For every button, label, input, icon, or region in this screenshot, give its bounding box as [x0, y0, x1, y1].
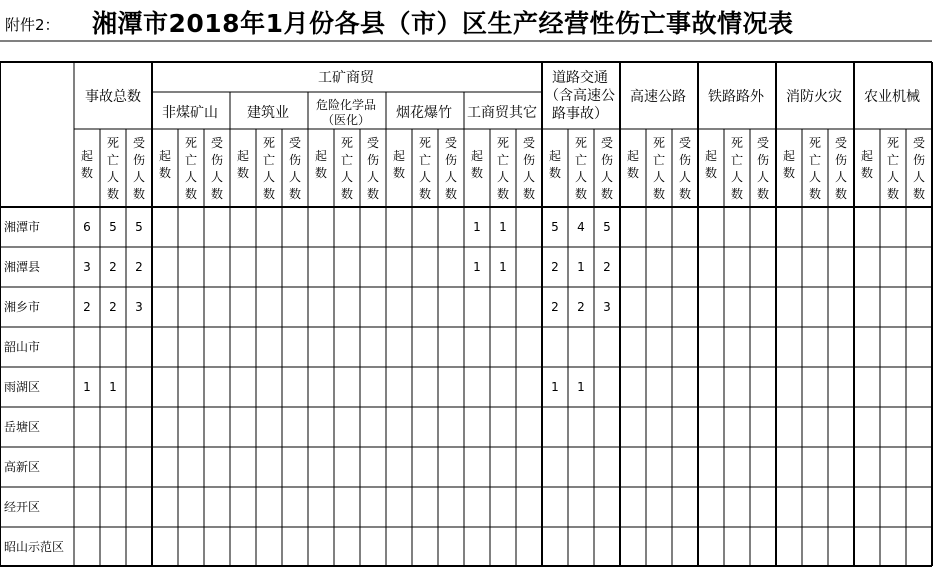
metric-label-char: 人 — [678, 170, 692, 184]
table-cell: 6 — [83, 220, 91, 234]
table-row — [4, 339, 40, 354]
metric-label-char: 亡 — [106, 153, 120, 167]
metric-label-char: 数 — [678, 187, 692, 201]
table-header — [85, 70, 920, 127]
metric-label-char: 数 — [444, 187, 458, 201]
table-cell: 1 — [109, 380, 117, 394]
table-cell: 1 — [473, 260, 481, 274]
table-cell: 3 — [135, 300, 143, 314]
table-row — [4, 540, 64, 554]
table-cell: 5 — [603, 220, 611, 234]
metric-label-char: 数 — [106, 187, 120, 201]
metric-label-char: 死 — [340, 136, 354, 150]
table-cell: 1 — [83, 380, 91, 394]
metric-label-char: 数 — [730, 187, 744, 201]
metric-label-char: 数 — [756, 187, 770, 201]
metric-label-char: 受 — [288, 136, 302, 150]
row-label: 湘潭市 — [4, 220, 41, 234]
metric-label-char: 亡 — [652, 153, 666, 167]
metric-label-char: 伤 — [678, 153, 692, 167]
table-row — [4, 419, 40, 434]
metric-label-char: 数 — [470, 166, 484, 180]
header-fire: 消防火灾 — [786, 89, 842, 105]
metric-label-char: 数 — [522, 187, 536, 201]
metric-label-char: 数 — [548, 166, 562, 180]
row-label: 高新区 — [4, 460, 41, 474]
metric-label-char: 数 — [808, 187, 822, 201]
metric-label-char: 亡 — [340, 153, 354, 167]
header-construction: 建筑业 — [247, 105, 289, 121]
metric-label-char: 伤 — [366, 153, 380, 167]
table-row — [4, 459, 40, 474]
header-non-coal: 非煤矿山 — [162, 105, 218, 121]
metric-label-char: 人 — [730, 170, 744, 184]
table-cell: 3 — [83, 260, 91, 274]
row-label: 昭山示范区 — [4, 540, 65, 554]
metric-label-char: 数 — [600, 187, 614, 201]
table-cell: 2 — [603, 260, 611, 274]
row-label: 岳塘区 — [4, 420, 41, 434]
table-cell: 1 — [473, 220, 481, 234]
metric-label-char: 受 — [132, 136, 146, 150]
table-cell: 1 — [499, 220, 507, 234]
attachment-caption: 附件2： — [5, 16, 60, 34]
table-cell: 4 — [577, 220, 585, 234]
metric-label-char: 人 — [912, 170, 926, 184]
metric-label-char: 起 — [704, 149, 718, 163]
row-label: 韶山市 — [4, 340, 41, 354]
metric-label-char: 人 — [340, 170, 354, 184]
table-cell: 5 — [109, 220, 117, 234]
metric-label-char: 亡 — [262, 153, 276, 167]
metric-label-char: 受 — [210, 136, 224, 150]
table-cell: 5 — [551, 220, 559, 234]
metric-label-char: 数 — [158, 166, 172, 180]
metric-label-char: 数 — [236, 166, 250, 180]
metric-label-char: 伤 — [756, 153, 770, 167]
header-fireworks: 烟花爆竹 — [396, 105, 452, 121]
table-cell: 2 — [551, 260, 559, 274]
metric-label-char: 数 — [834, 187, 848, 201]
metric-label-char: 人 — [288, 170, 302, 184]
table-body — [4, 219, 611, 554]
table-cell: 2 — [83, 300, 91, 314]
table-cell: 1 — [551, 380, 559, 394]
row-label: 湘潭县 — [4, 260, 41, 274]
metric-label-char: 死 — [652, 136, 666, 150]
metric-label-char: 受 — [678, 136, 692, 150]
table-row — [4, 379, 585, 394]
metric-label-char: 数 — [886, 187, 900, 201]
metric-label-char: 死 — [106, 136, 120, 150]
header-farm: 农业机械 — [864, 89, 920, 105]
metric-label-char: 死 — [262, 136, 276, 150]
metric-label-char: 起 — [548, 149, 562, 163]
metric-label-char: 亡 — [730, 153, 744, 167]
metric-label-char: 受 — [366, 136, 380, 150]
metric-label-char: 死 — [730, 136, 744, 150]
metric-headers — [81, 136, 925, 201]
metric-label-char: 数 — [704, 166, 718, 180]
table-cell: 2 — [135, 260, 143, 274]
metric-label-char: 人 — [106, 170, 120, 184]
metric-label-char: 伤 — [912, 153, 926, 167]
table-cell: 1 — [499, 260, 507, 274]
header-other-industry: 工商贸其它 — [467, 105, 537, 121]
metric-label-char: 人 — [132, 170, 146, 184]
metric-label-char: 伤 — [444, 153, 458, 167]
metric-label-char: 数 — [184, 187, 198, 201]
metric-label-char: 人 — [210, 170, 224, 184]
table-cell: 3 — [603, 300, 611, 314]
metric-label-char: 受 — [912, 136, 926, 150]
metric-label-char: 人 — [444, 170, 458, 184]
metric-label-char: 数 — [288, 187, 302, 201]
metric-label-char: 起 — [860, 149, 874, 163]
metric-label-char: 数 — [366, 187, 380, 201]
metric-label-char: 数 — [262, 187, 276, 201]
metric-label-char: 受 — [444, 136, 458, 150]
metric-label-char: 人 — [600, 170, 614, 184]
metric-label-char: 起 — [626, 149, 640, 163]
row-label: 湘乡市 — [4, 300, 41, 314]
metric-label-char: 受 — [522, 136, 536, 150]
row-label: 雨湖区 — [4, 380, 41, 394]
metric-label-char: 人 — [834, 170, 848, 184]
metric-label-char: 死 — [574, 136, 588, 150]
metric-label-char: 数 — [496, 187, 510, 201]
table-cell: 1 — [577, 260, 585, 274]
metric-label-char: 伤 — [132, 153, 146, 167]
table-row — [4, 299, 611, 314]
metric-label-char: 伤 — [522, 153, 536, 167]
metric-label-char: 人 — [756, 170, 770, 184]
metric-label-char: 数 — [860, 166, 874, 180]
row-label: 经开区 — [4, 500, 41, 514]
table-cell: 5 — [135, 220, 143, 234]
table-cell: 2 — [577, 300, 585, 314]
metric-label-char: 起 — [314, 149, 328, 163]
metric-label-char: 人 — [808, 170, 822, 184]
metric-label-char: 数 — [80, 166, 94, 180]
table-row — [4, 500, 40, 514]
metric-label-char: 人 — [366, 170, 380, 184]
metric-label-char: 数 — [626, 166, 640, 180]
header-industry: 工矿商贸 — [318, 70, 374, 86]
header-road-line3: 路事故） — [552, 106, 608, 122]
metric-label-char: 起 — [80, 149, 94, 163]
metric-label-char: 伤 — [600, 153, 614, 167]
metric-label-char: 数 — [574, 187, 588, 201]
metric-label-char: 人 — [418, 170, 432, 184]
table-cell: 1 — [577, 380, 585, 394]
table-row — [4, 259, 611, 274]
metric-label-char: 数 — [132, 187, 146, 201]
metric-label-char: 数 — [782, 166, 796, 180]
metric-label-char: 人 — [652, 170, 666, 184]
metric-label-char: 受 — [600, 136, 614, 150]
header-road-line1: 道路交通 — [552, 70, 608, 86]
metric-label-char: 人 — [262, 170, 276, 184]
metric-label-char: 亡 — [886, 153, 900, 167]
header-railway: 铁路路外 — [708, 89, 764, 105]
metric-label-char: 起 — [782, 149, 796, 163]
metric-label-char: 受 — [834, 136, 848, 150]
metric-label-char: 死 — [886, 136, 900, 150]
metric-label-char: 伤 — [834, 153, 848, 167]
metric-label-char: 伤 — [210, 153, 224, 167]
metric-label-char: 死 — [184, 136, 198, 150]
metric-label-char: 起 — [158, 149, 172, 163]
metric-label-char: 死 — [418, 136, 432, 150]
metric-label-char: 数 — [652, 187, 666, 201]
metric-label-char: 人 — [574, 170, 588, 184]
metric-label-char: 数 — [314, 166, 328, 180]
header-highway: 高速公路 — [630, 89, 686, 105]
table-cell: 2 — [109, 300, 117, 314]
metric-label-char: 伤 — [288, 153, 302, 167]
metric-label-char: 起 — [236, 149, 250, 163]
metric-label-char: 人 — [184, 170, 198, 184]
metric-label-char: 人 — [886, 170, 900, 184]
header-total: 事故总数 — [85, 89, 141, 105]
page-title: 湘潭市2018年1月份各县（市）区生产经营性伤亡事故情况表 — [92, 9, 794, 38]
metric-label-char: 亡 — [808, 153, 822, 167]
metric-label-char: 数 — [392, 166, 406, 180]
metric-label-char: 数 — [912, 187, 926, 201]
metric-label-char: 数 — [340, 187, 354, 201]
header-road-line2: （含高速公 — [545, 88, 615, 104]
header-hazchem-line2: （医化） — [321, 113, 371, 127]
metric-label-char: 死 — [496, 136, 510, 150]
metric-label-char: 起 — [392, 149, 406, 163]
table-row — [4, 219, 611, 234]
metric-label-char: 亡 — [496, 153, 510, 167]
metric-label-char: 人 — [496, 170, 510, 184]
metric-label-char: 死 — [808, 136, 822, 150]
metric-label-char: 人 — [522, 170, 536, 184]
metric-label-char: 受 — [756, 136, 770, 150]
table-cell: 2 — [551, 300, 559, 314]
metric-label-char: 亡 — [184, 153, 198, 167]
metric-label-char: 亡 — [574, 153, 588, 167]
metric-label-char: 数 — [418, 187, 432, 201]
metric-label-char: 亡 — [418, 153, 432, 167]
table-cell: 2 — [109, 260, 117, 274]
metric-label-char: 数 — [210, 187, 224, 201]
header-hazchem-line1: 危险化学品 — [315, 98, 377, 112]
metric-label-char: 起 — [470, 149, 484, 163]
